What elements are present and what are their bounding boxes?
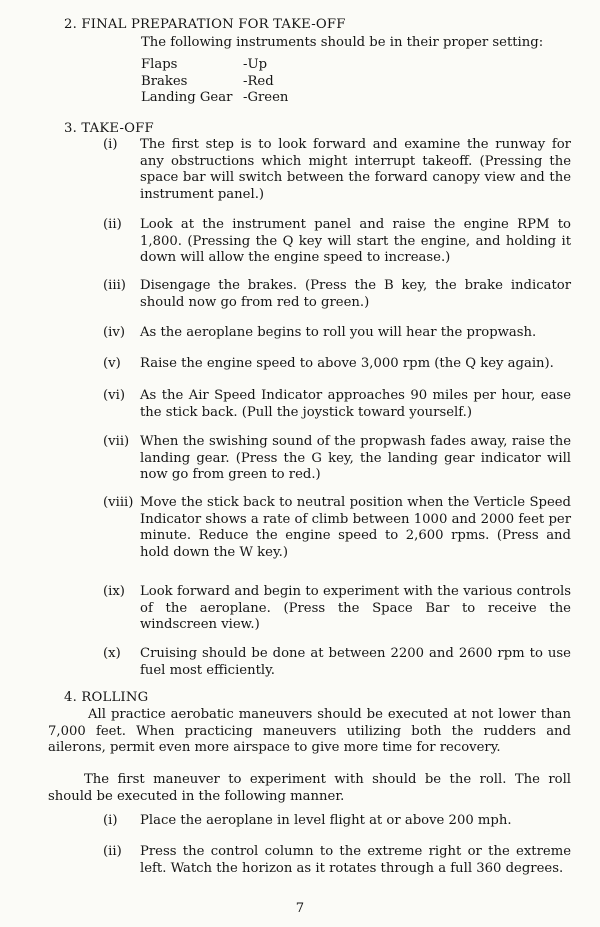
list-item — [103, 813, 571, 830]
item-text: Place the aeroplane in level flight at or above 200 mph. — [140, 813, 512, 828]
section-heading-final-preparation: 2. FINAL PREPARATION FOR TAKE-OFF — [64, 17, 346, 32]
item-number: (x) — [103, 646, 121, 661]
item-number: (v) — [103, 356, 121, 371]
item-text: Look forward and begin to experiment with the various controls of the aeroplane. (Press the Space Bar to receive the windscreen view.) — [140, 584, 571, 632]
item-text: Look at the instrument panel and raise the engine RPM to 1,800. (Pressing the Q key will start the engine, and holding it down will allow the engine speed to increase.) — [140, 217, 571, 265]
item-number: (ii) — [103, 844, 122, 859]
instrument-settings-list — [141, 57, 288, 107]
list-item — [103, 356, 571, 373]
section-intro: The following instruments should be in their proper setting: — [141, 35, 544, 50]
item-text: Disengage the brakes. (Press the B key, the brake indicator should now go from red to green.) — [140, 278, 571, 310]
setting-value: -Up — [243, 57, 268, 72]
setting-row-flaps — [141, 57, 288, 74]
list-item — [103, 217, 571, 267]
item-number: (ix) — [103, 584, 125, 599]
item-number: (iii) — [103, 278, 126, 293]
section-heading-take-off: 3. TAKE-OFF — [64, 121, 154, 136]
paragraph: All practice aerobatic maneuvers should be executed at not lower than 7,000 feet. When practicing maneuvers utilizing both the rudders and ailerons, permit even more airspace to give more time for recovery. — [48, 707, 571, 755]
list-item — [103, 388, 571, 421]
item-number: (ii) — [103, 217, 122, 232]
item-number: (vii) — [103, 434, 130, 449]
list-item — [103, 325, 571, 342]
item-text: As the Air Speed Indicator approaches 90 miles per hour, ease the stick back. (Pull the joystick toward yourself.) — [140, 388, 571, 420]
list-item — [103, 844, 571, 877]
item-text: The first step is to look forward and examine the runway for any obstructions which might interrupt takeoff. (Pressing the space bar will switch between the forward canopy view and the instrument panel.) — [140, 137, 571, 202]
list-item — [103, 646, 571, 679]
setting-row-brakes — [141, 74, 288, 91]
item-text: As the aeroplane begins to roll you will hear the propwash. — [140, 325, 537, 340]
list-item — [103, 584, 571, 634]
paragraph: The first maneuver to experiment with should be the roll. The roll should be executed in the following manner. — [48, 772, 571, 804]
page-number: 7 — [295, 901, 305, 916]
list-item — [103, 278, 571, 311]
item-text: Move the stick back to neutral position when the Verticle Speed Indicator shows a rate of climb between 1000 and 2000 feet per minute. Reduce the engine speed to 2,600 rpms. (Press and hold down the W key.) — [140, 495, 571, 560]
item-text: Raise the engine speed to above 3,000 rpm (the Q key again). — [140, 356, 554, 371]
list-item — [103, 434, 571, 484]
setting-value: -Green — [243, 90, 289, 105]
item-text: Cruising should be done at between 2200 and 2600 rpm to use fuel most efficiently. — [140, 646, 571, 678]
item-text: When the swishing sound of the propwash fades away, raise the landing gear. (Press the G key, the landing gear indicator will now go from green to red.) — [140, 434, 571, 482]
list-item — [103, 495, 571, 561]
item-number: (vi) — [103, 388, 125, 403]
item-number: (viii) — [103, 495, 134, 510]
item-number: (i) — [103, 813, 118, 828]
item-text: Press the control column to the extreme right or the extreme left. Watch the horizon as it rotates through a full 360 degrees. — [140, 844, 571, 876]
setting-name: Landing Gear — [141, 90, 233, 105]
item-number: (i) — [103, 137, 118, 152]
setting-name: Flaps — [141, 57, 178, 72]
list-item — [103, 137, 571, 203]
section-heading-rolling: 4. ROLLING — [64, 690, 149, 705]
item-number: (iv) — [103, 325, 125, 340]
setting-row-landing-gear — [141, 90, 288, 107]
setting-name: Brakes — [141, 73, 188, 89]
setting-value: -Red — [243, 73, 274, 89]
